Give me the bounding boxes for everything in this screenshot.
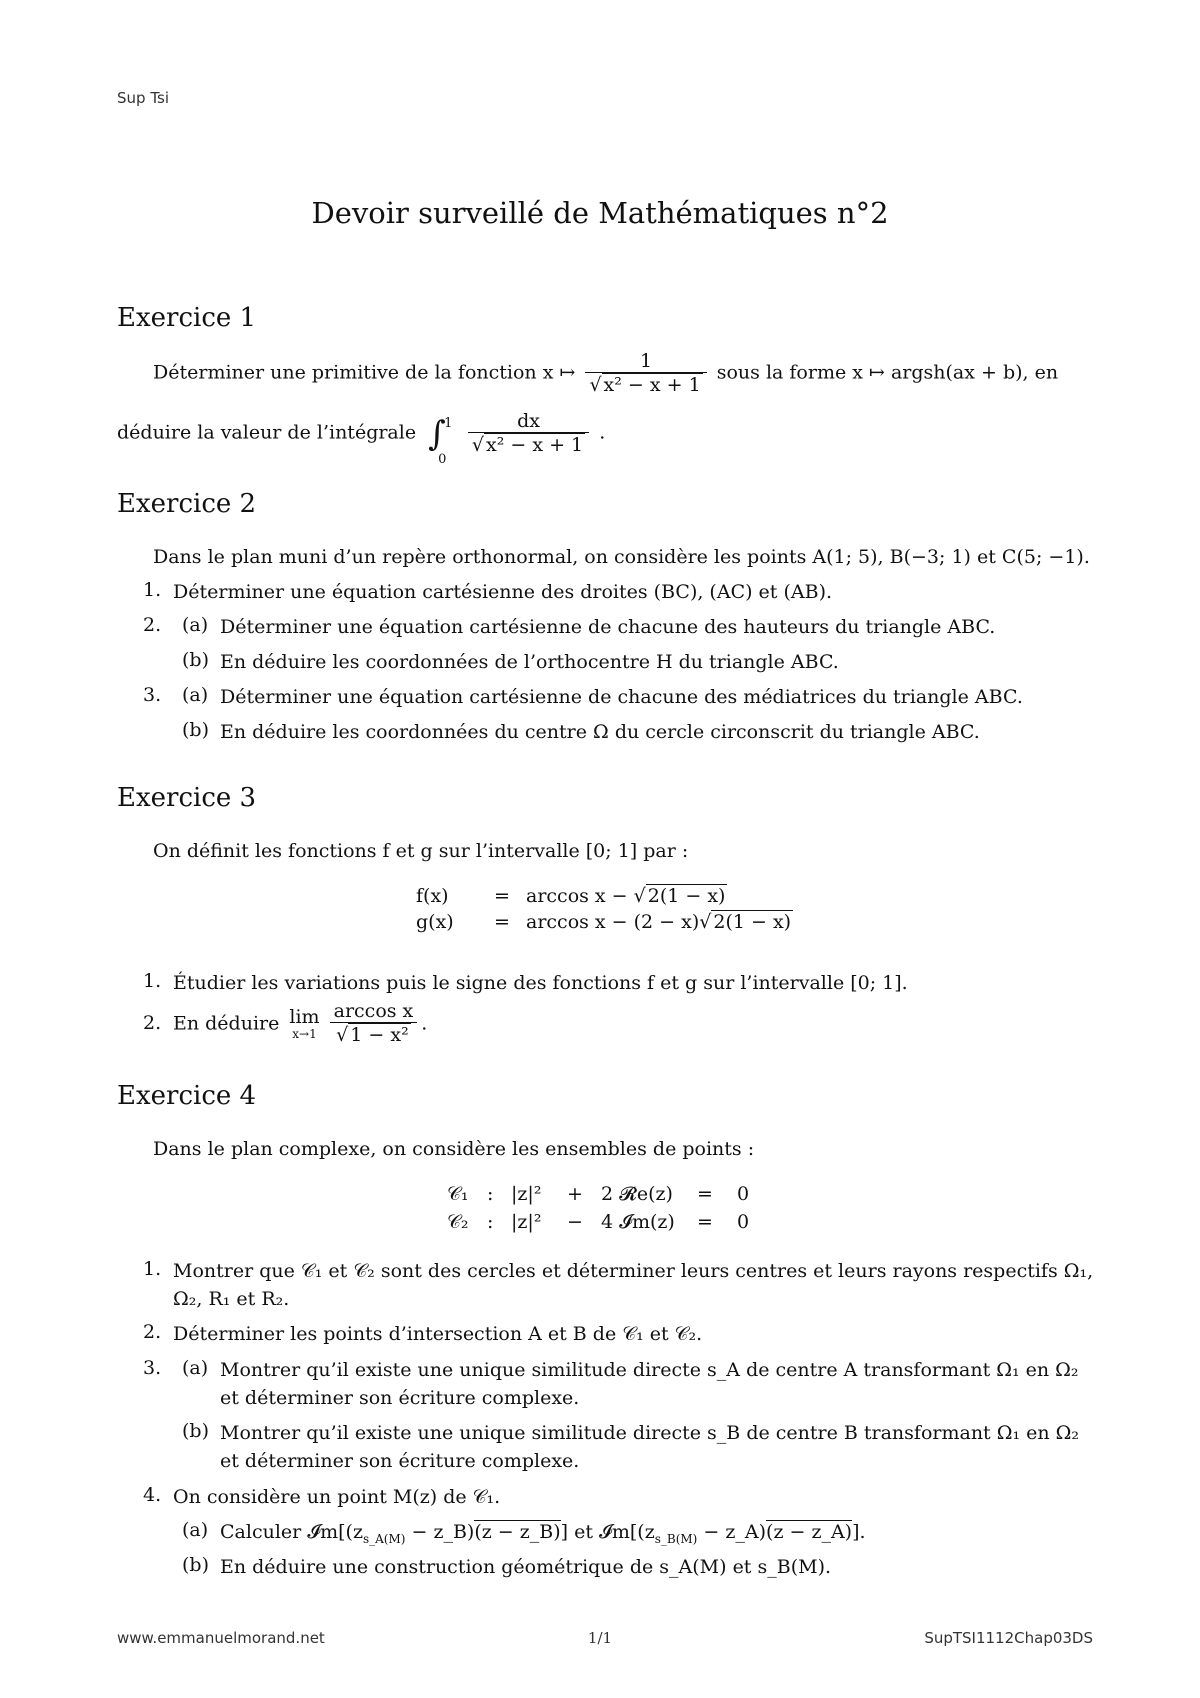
eq-f-lhs: f(x): [416, 885, 449, 907]
eq-f-op: =: [494, 885, 510, 907]
ex4-item-4a: [220, 1519, 866, 1552]
ex4-item-3a-label: (a): [182, 1357, 209, 1379]
ex2-item-1: Déterminer une équation cartésienne des droites (BC), (AC) et (AB).: [173, 581, 833, 603]
c1-eq: =: [697, 1183, 713, 1205]
page-title: Devoir surveillé de Mathématiques n°2: [311, 196, 889, 230]
ex1-int-den: √ x² − x + 1: [468, 432, 589, 457]
ex3-item-2-num: 2.: [143, 1012, 162, 1034]
ex2-heading: Exercice 2: [117, 489, 257, 519]
lim-rad: 1 − x²: [350, 1024, 409, 1046]
c1-name: 𝒞₁: [447, 1183, 469, 1205]
header-left: Sup Tsi: [117, 89, 169, 107]
ex4-item-1-num: 1.: [143, 1258, 162, 1280]
ex3-intro: On définit les fonctions f et g sur l’intervalle [0; 1] par :: [153, 840, 689, 862]
ex2-item-2b-label: (b): [182, 649, 209, 671]
footer-website: www.emmanuelmorand.net: [117, 1629, 325, 1647]
ex4-item-4-num: 4.: [143, 1484, 162, 1506]
ex1-fraction: [585, 350, 706, 397]
c2-a: |z|²: [511, 1211, 542, 1233]
i4a-conj1: (z − z_B): [474, 1521, 561, 1543]
integral-sign: ∫ 1 0: [428, 417, 446, 451]
eq-g-op: =: [494, 911, 510, 933]
ex4-item-1-line2: Ω₂, R₁ et R₂.: [173, 1288, 290, 1310]
int-upper: 1: [444, 415, 453, 431]
ex1-frac-num: 1: [640, 350, 653, 372]
ex3-system: [416, 885, 793, 933]
ex4-item-2-num: 2.: [143, 1321, 162, 1343]
lim-fraction: [330, 1000, 418, 1047]
ex2-item-3-num: 3.: [143, 684, 162, 706]
ex2-item-2a: Déterminer une équation cartésienne de chacune des hauteurs du triangle ABC.: [220, 616, 996, 638]
ex1-heading: Exercice 1: [117, 303, 257, 333]
ex3-item-2: [173, 1000, 427, 1047]
ex3-item-2-a: En déduire: [173, 1012, 280, 1035]
ex3-item-1-num: 1.: [143, 970, 162, 992]
ex1-int-fraction: [468, 410, 589, 457]
eq-f-rhs-a: arccos x −: [526, 885, 634, 907]
i4a-sub2: s_B(M): [654, 1531, 698, 1546]
ex2-item-3a: Déterminer une équation cartésienne de chacune des médiatrices du triangle ABC.: [220, 686, 1023, 708]
c2-op: −: [567, 1211, 583, 1233]
ex4-system: [447, 1183, 757, 1233]
ex1-line2-a: déduire la valeur de l’intégrale: [117, 421, 417, 444]
eq-g-rhs-a: arccos x − (2 − x): [526, 911, 700, 933]
ex1-line1: [153, 350, 1058, 397]
eq-g-lhs: g(x): [416, 911, 454, 933]
ex1-int-num: dx: [517, 410, 540, 432]
ex2-item-3a-label: (a): [182, 684, 209, 706]
ex4-item-3a-line2: et déterminer son écriture complexe.: [220, 1387, 580, 1409]
c2-b: 4 𝓘m(z): [601, 1211, 675, 1233]
ex4-item-1-line1: Montrer que 𝒞₁ et 𝒞₂ sont des cercles et déterminer leurs centres et leurs rayons respectifs Ω₁,: [173, 1260, 1094, 1282]
ex4-item-3b-line2: et déterminer son écriture complexe.: [220, 1450, 580, 1472]
ex2-item-1-num: 1.: [143, 579, 162, 601]
i4a-mid2: ] et 𝓘m[(z: [560, 1521, 655, 1543]
eq-g-rhs: arccos x − (2 − x)√ 2(1 − x): [526, 911, 792, 933]
ex3-item-1: Étudier les variations puis le signe des fonctions f et g sur l’intervalle [0; 1].: [173, 972, 908, 994]
lim-word: lim: [289, 1005, 320, 1028]
ex4-item-3a-line1: Montrer qu’il existe une unique similitude directe s_A de centre A transformant Ω₁ en Ω₂: [220, 1359, 1079, 1381]
c1-b: 2 𝓡e(z): [601, 1183, 673, 1205]
i4a-conj2: (z − z_A): [766, 1521, 853, 1543]
i4a-end: ].: [852, 1521, 866, 1543]
ex1-line2-b: .: [599, 421, 606, 444]
i4a-mid1: − z_B): [405, 1521, 475, 1543]
ex2-item-2a-label: (a): [182, 614, 209, 636]
ex1-line1-b: sous la forme x ↦ argsh(ax + b), en: [716, 361, 1059, 384]
eq-f-rad: 2(1 − x): [647, 885, 726, 907]
c1-colon: :: [487, 1183, 494, 1205]
lim-sub: x→1: [292, 1026, 317, 1041]
c2-eq: =: [697, 1211, 713, 1233]
ex1-frac-rad: x² − x + 1: [603, 374, 701, 396]
c1-op: +: [567, 1183, 583, 1205]
ex2-item-2-num: 2.: [143, 614, 162, 636]
c2-name: 𝒞₂: [447, 1211, 469, 1233]
ex4-item-2: Déterminer les points d’intersection A et B de 𝒞₁ et 𝒞₂.: [173, 1323, 703, 1345]
lim-num: arccos x: [333, 1000, 414, 1022]
ex2-item-2b: En déduire les coordonnées de l’orthocentre H du triangle ABC.: [220, 651, 839, 673]
int-lower: 0: [438, 451, 447, 467]
eq-f-rhs: arccos x − √ 2(1 − x): [526, 885, 726, 907]
ex1-frac-den: √ x² − x + 1: [585, 372, 706, 397]
c1-c: 0: [737, 1183, 750, 1205]
ex3-item-2-b: .: [421, 1012, 428, 1035]
ex2-item-3b-label: (b): [182, 719, 209, 741]
ex4-item-4: On considère un point M(z) de 𝒞₁.: [173, 1486, 501, 1508]
ex4-item-3b-label: (b): [182, 1420, 209, 1442]
ex2-item-3b: En déduire les coordonnées du centre Ω du cercle circonscrit du triangle ABC.: [220, 721, 980, 743]
i4a-sub1: s_A(M): [362, 1531, 406, 1546]
c2-c: 0: [737, 1211, 750, 1233]
eq-g-rad: 2(1 − x): [713, 911, 792, 933]
i4a-mid3: − z_A): [697, 1521, 767, 1543]
ex4-item-4b-label: (b): [182, 1554, 209, 1576]
c2-colon: :: [487, 1211, 494, 1233]
ex4-item-3-num: 3.: [143, 1357, 162, 1379]
ex1-int-rad: x² − x + 1: [486, 434, 584, 456]
c1-a: |z|²: [511, 1183, 542, 1205]
ex4-heading: Exercice 4: [117, 1081, 257, 1111]
ex1-line1-a: Déterminer une primitive de la fonction x ↦: [153, 361, 576, 384]
ex4-item-3b-line1: Montrer qu’il existe une unique similitude directe s_B de centre B transformant Ω₁ en Ω₂: [220, 1422, 1080, 1444]
i4a-pre: Calculer 𝓘m[(z: [220, 1521, 363, 1543]
footer-page-number: 1/1: [587, 1629, 613, 1647]
footer-doc-code: SupTSI1112Chap03DS: [924, 1629, 1093, 1647]
limit-operator: [289, 1007, 319, 1041]
ex4-item-4b: En déduire une construction géométrique de s_A(M) et s_B(M).: [220, 1556, 832, 1578]
ex4-item-4a-label: (a): [182, 1519, 209, 1541]
ex4-intro: Dans le plan complexe, on considère les ensembles de points :: [153, 1138, 755, 1160]
ex1-line2: [117, 410, 606, 467]
lim-den: √ 1 − x²: [330, 1022, 418, 1047]
ex2-intro: Dans le plan muni d’un repère orthonormal, on considère les points A(1; 5), B(−3; 1) et C(5; −1).: [153, 546, 1090, 568]
ex3-heading: Exercice 3: [117, 783, 257, 813]
